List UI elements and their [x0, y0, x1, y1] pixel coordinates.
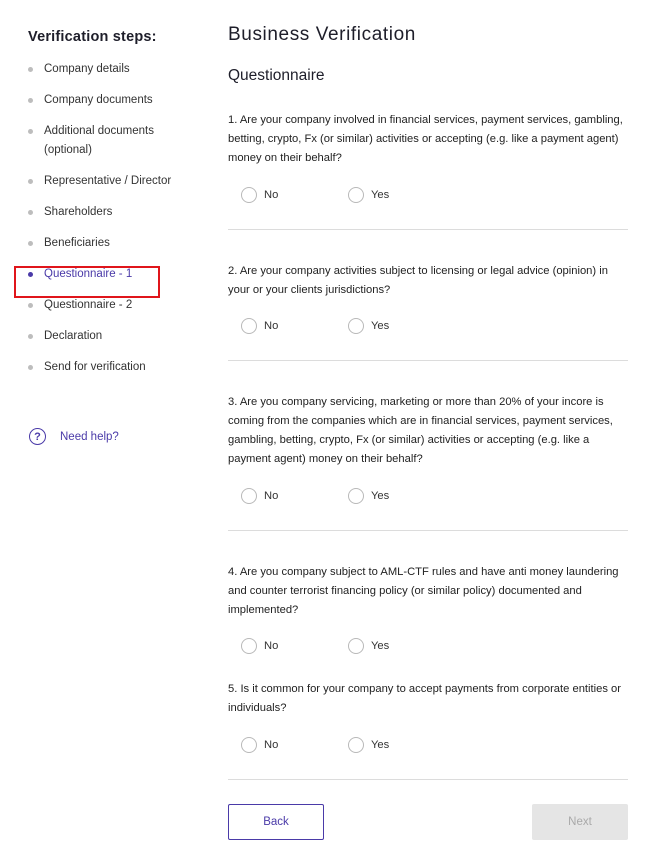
option-label: Yes: [371, 640, 390, 652]
question-3: [228, 393, 628, 469]
step-bullet-icon: [28, 365, 33, 370]
step-beneficiaries[interactable]: [0, 234, 210, 253]
step-bullet-icon: [28, 210, 33, 215]
divider: [228, 530, 628, 531]
question-4: [228, 563, 628, 620]
sidebar: [0, 0, 210, 863]
question-1-option-no[interactable]: [241, 187, 348, 203]
question-3-option-no[interactable]: [241, 488, 348, 504]
step-bullet-icon: [28, 303, 33, 308]
divider: [228, 360, 628, 361]
question-text: 3. Are you company servicing, marketing or more than 20% of your incore is coming from the companies which are in financial services, payment services, gambling, betting, crypto, Fx (or similar) activities or accepting (e.g. like a payment agent) money on their behalf?: [228, 396, 613, 465]
question-5-options: [241, 737, 455, 753]
question-4-options: [241, 638, 455, 654]
option-label: Yes: [371, 490, 390, 502]
question-2-option-no[interactable]: [241, 318, 348, 334]
question-4-option-no[interactable]: [241, 638, 348, 654]
option-label: Yes: [371, 320, 390, 332]
radio-button[interactable]: [241, 737, 257, 753]
step-label: Shareholders: [44, 206, 113, 218]
question-3-option-yes[interactable]: [348, 488, 455, 504]
question-text: 5. Is it common for your company to accept payments from corporate entities or individuals?: [228, 683, 621, 714]
question-circle-icon: ?: [29, 428, 46, 445]
option-label: Yes: [371, 739, 390, 751]
need-help-link[interactable]: [29, 428, 119, 445]
radio-button[interactable]: [241, 318, 257, 334]
step-label: Company details: [44, 63, 130, 75]
question-3-options: [241, 488, 455, 504]
divider: [228, 779, 628, 780]
page-title: Business Verification: [228, 24, 416, 45]
step-label: Declaration: [44, 330, 103, 342]
step-questionnaire-2[interactable]: [0, 296, 210, 315]
step-bullet-icon: [28, 98, 33, 103]
step-company-details[interactable]: [0, 60, 210, 79]
step-send-for-verification[interactable]: [0, 358, 210, 377]
radio-button[interactable]: [348, 737, 364, 753]
question-5: [228, 680, 628, 718]
step-bullet-icon: [28, 129, 33, 134]
radio-button[interactable]: [241, 187, 257, 203]
step-label: Additional documents (optional): [44, 125, 154, 156]
option-label: Yes: [371, 189, 390, 201]
question-1-options: [241, 187, 455, 203]
question-text: 2. Are your company activities subject to licensing or legal advice (opinion) in your or your clients jurisdictions?: [228, 265, 608, 296]
active-step-highlight: [14, 266, 160, 298]
radio-button[interactable]: [348, 638, 364, 654]
radio-button[interactable]: [348, 488, 364, 504]
question-5-option-yes[interactable]: [348, 737, 455, 753]
next-button[interactable]: Next: [532, 804, 628, 840]
question-5-option-no[interactable]: [241, 737, 348, 753]
radio-button[interactable]: [348, 187, 364, 203]
step-shareholders[interactable]: [0, 203, 210, 222]
divider: [228, 229, 628, 230]
option-label: No: [264, 640, 279, 652]
steps-list: [0, 60, 210, 377]
option-label: No: [264, 739, 279, 751]
step-declaration[interactable]: [0, 327, 210, 346]
question-1-option-yes[interactable]: [348, 187, 455, 203]
question-2: [228, 262, 628, 300]
step-representative-director[interactable]: [0, 172, 210, 191]
radio-button[interactable]: [241, 488, 257, 504]
sidebar-title: Verification steps:: [28, 29, 157, 45]
step-label: Send for verification: [44, 361, 146, 373]
question-1: [228, 111, 628, 168]
step-company-documents[interactable]: [0, 91, 210, 110]
option-label: No: [264, 490, 279, 502]
question-2-options: [241, 318, 455, 334]
step-bullet-icon: [28, 67, 33, 72]
radio-button[interactable]: [348, 318, 364, 334]
option-label: No: [264, 189, 279, 201]
step-label: Questionnaire - 1: [44, 268, 133, 280]
question-4-option-yes[interactable]: [348, 638, 455, 654]
need-help-label: Need help?: [60, 430, 119, 443]
step-bullet-icon: [28, 241, 33, 246]
section-title: Questionnaire: [228, 67, 325, 84]
back-button[interactable]: Back: [228, 804, 324, 840]
radio-button[interactable]: [241, 638, 257, 654]
step-label: Representative / Director: [44, 175, 172, 187]
step-label: Beneficiaries: [44, 237, 110, 249]
question-2-option-yes[interactable]: [348, 318, 455, 334]
step-bullet-icon: [28, 334, 33, 339]
step-additional-documents[interactable]: [0, 122, 180, 160]
step-bullet-icon: [28, 179, 33, 184]
question-text: 1. Are your company involved in financial services, payment services, gambling, betting, crypto, Fx (or similar) activities or accepting (e.g. like a payment agent) money on their behalf?: [228, 114, 623, 164]
step-label: Company documents: [44, 94, 153, 106]
option-label: No: [264, 320, 279, 332]
question-text: 4. Are you company subject to AML-CTF rules and have anti money laundering and counter terrorist financing policy (or similar policy) documented and implemented?: [228, 566, 619, 616]
step-label: Questionnaire - 2: [44, 299, 133, 311]
